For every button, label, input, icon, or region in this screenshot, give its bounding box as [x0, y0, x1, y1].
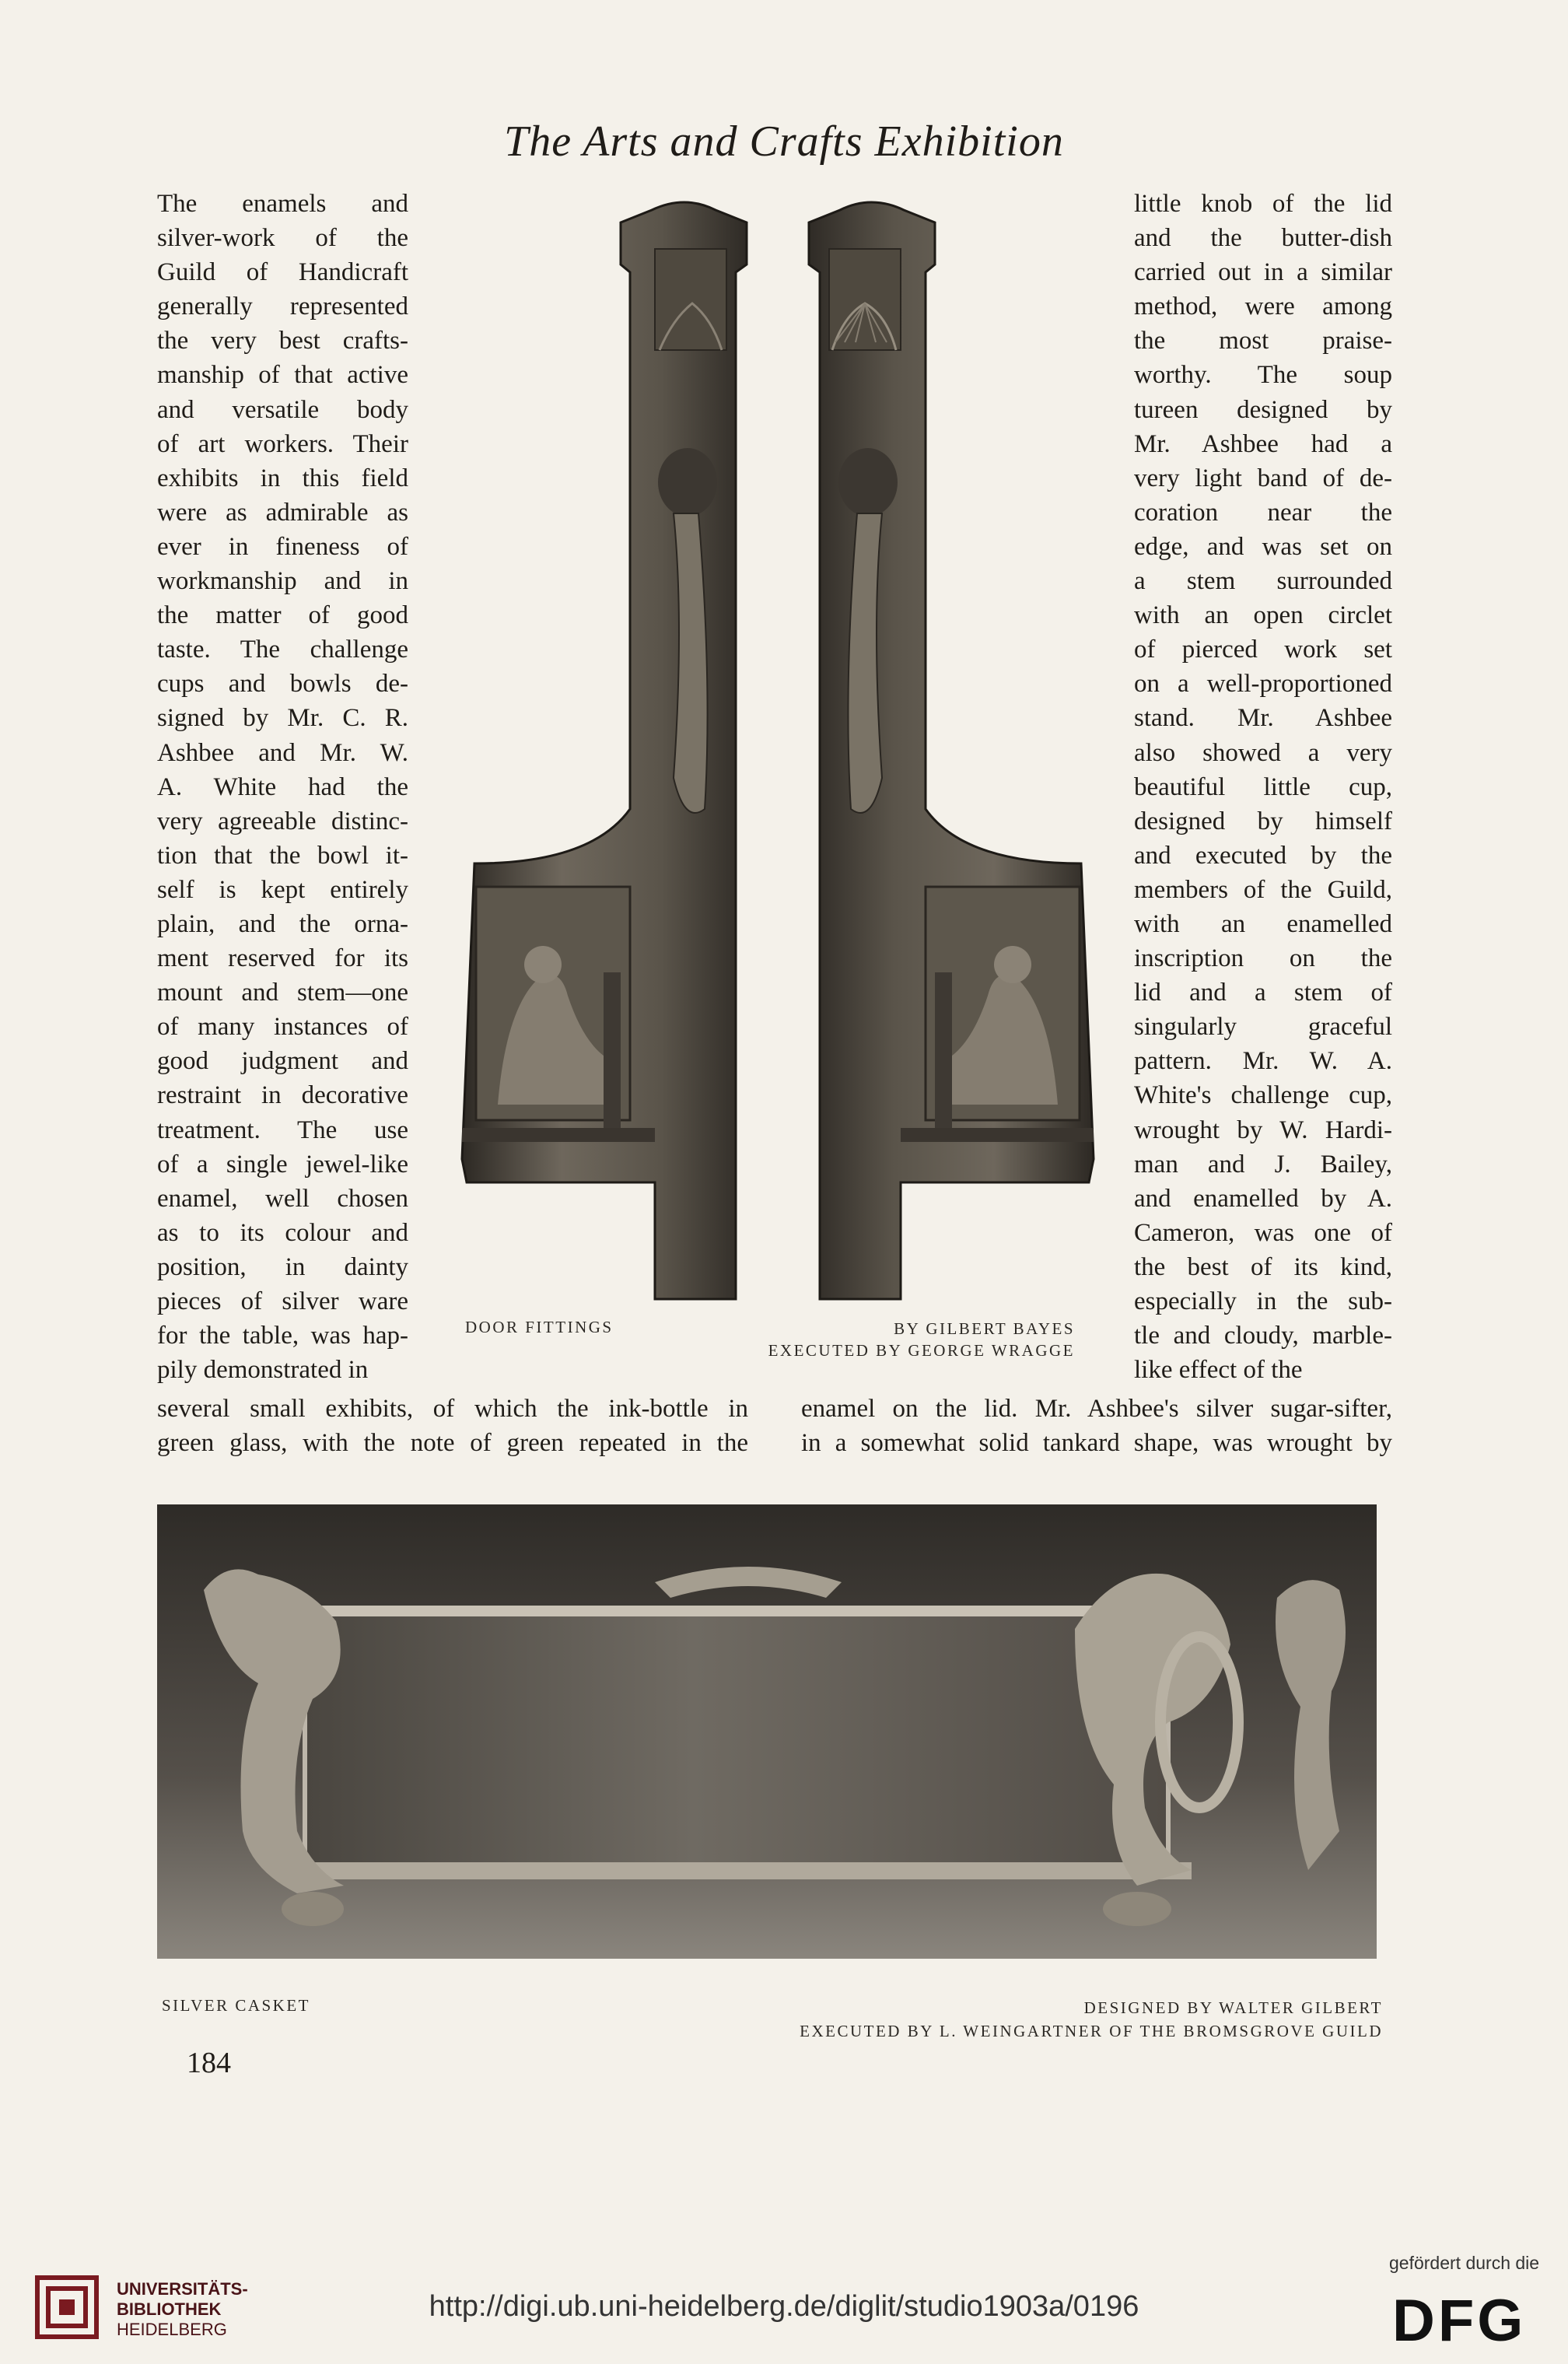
right-column-line: stand. Mr. Ashbee	[1134, 704, 1392, 733]
right-column-line: with an open circlet	[1134, 601, 1392, 630]
right-column-line: Mr. Ashbee had a	[1134, 429, 1392, 458]
right-column-line: of pierced work set	[1134, 636, 1392, 664]
left-column-line: position, in dainty	[157, 1252, 408, 1281]
right-column-line: like effect of the	[1134, 1356, 1303, 1385]
left-column-line: pieces of silver ware	[157, 1287, 408, 1315]
right-column-line: and executed by the	[1134, 841, 1392, 870]
page-number: 184	[187, 2047, 231, 2079]
silver-casket-image	[157, 1504, 1377, 1959]
left-column-line: mount and stem—one	[157, 979, 408, 1007]
left-column-line: of many instances of	[157, 1013, 408, 1042]
right-column-line: edge, and was set on	[1134, 532, 1392, 561]
left-column-line: taste. The challenge	[157, 636, 408, 664]
left-column-line: A. White had the	[157, 772, 408, 801]
full-width-left-text: several small exhibits, of which the ink-bottle in	[157, 1395, 748, 1423]
right-column-line: very light band of de-	[1134, 464, 1392, 492]
left-column-line: very agreeable distinc-	[157, 807, 408, 835]
left-column-line: as to its colour and	[157, 1218, 408, 1247]
full-width-row	[157, 1392, 1392, 1426]
door-fittings-image	[451, 187, 1104, 1307]
right-column-line: worthy. The soup	[1134, 361, 1392, 390]
left-column-line: good judgment and	[157, 1047, 408, 1076]
left-column-line: tion that the bowl it-	[157, 841, 408, 870]
right-column-line: and the butter-dish	[1134, 224, 1392, 253]
left-column-line: exhibits in this field	[157, 464, 408, 492]
source-url-link[interactable]: http://digi.ub.uni-heidelberg.de/diglit/studio1903a/0196	[429, 2290, 1139, 2323]
right-column-line: inscription on the	[1134, 944, 1392, 973]
running-head: The Arts and Crafts Exhibition	[504, 117, 1064, 166]
right-column-line: lid and a stem of	[1134, 979, 1392, 1007]
left-column-line: manship of that active	[157, 361, 408, 390]
right-column-line: Cameron, was one of	[1134, 1218, 1392, 1247]
casket-caption-executor: EXECUTED BY L. WEINGARTNER OF THE BROMSGROVE GUILD	[800, 2022, 1383, 2040]
right-column-line: pattern. Mr. W. A.	[1134, 1047, 1392, 1076]
left-column-line: signed by Mr. C. R.	[157, 704, 408, 733]
left-column-line: restraint in decorative	[157, 1081, 408, 1110]
door-caption-designer: BY GILBERT BAYES	[894, 1319, 1075, 1338]
left-column-line: self is kept entirely	[157, 875, 408, 904]
right-column-line: little knob of the lid	[1134, 190, 1392, 218]
right-column-line: man and J. Bailey,	[1134, 1150, 1392, 1178]
right-column-line: designed by himself	[1134, 807, 1392, 835]
left-column-line: enamel, well chosen	[157, 1184, 408, 1213]
casket-caption-credit	[661, 1996, 1383, 2043]
right-column-line: method, were among	[1134, 292, 1392, 321]
casket-caption-designer: DESIGNED BY WALTER GILBERT	[1083, 1998, 1383, 2017]
right-column-line: also showed a very	[1134, 738, 1392, 767]
left-column-line: workmanship and in	[157, 567, 408, 596]
right-column-line: tureen designed by	[1134, 395, 1392, 424]
right-column-line: and enamelled by A.	[1134, 1184, 1392, 1213]
left-column-line: of art workers. Their	[157, 429, 408, 458]
full-width-right-text: enamel on the lid. Mr. Ashbee's silver sugar-sifter,	[801, 1395, 1392, 1423]
left-column-line: and versatile body	[157, 395, 408, 424]
right-column-line: the most praise-	[1134, 327, 1392, 355]
right-column-line: singularly graceful	[1134, 1013, 1392, 1042]
full-width-right-text: in a somewhat solid tankard shape, was wrought by	[801, 1429, 1392, 1457]
right-column-line: especially in the sub-	[1134, 1287, 1392, 1315]
right-column	[1134, 187, 1392, 1387]
left-column-line: of a single jewel-like	[157, 1150, 408, 1178]
door-caption-executor: EXECUTED BY GEORGE WRAGGE	[768, 1341, 1075, 1360]
right-column-line: on a well-proportioned	[1134, 670, 1392, 699]
left-column-line: plain, and the orna-	[157, 909, 408, 938]
left-column-line: ever in fineness of	[157, 532, 408, 561]
full-width-left-text: green glass, with the note of green repeated in the	[157, 1429, 748, 1457]
right-column-line: coration near the	[1134, 498, 1392, 527]
right-column-line: members of the Guild,	[1134, 875, 1392, 904]
full-width-row	[157, 1426, 1392, 1460]
right-column-line: carried out in a similar	[1134, 258, 1392, 287]
right-column-line: a stem surrounded	[1134, 567, 1392, 596]
left-column-line: treatment. The use	[157, 1115, 408, 1144]
left-column-line: generally represented	[157, 292, 408, 321]
right-column-line: tle and cloudy, marble-	[1134, 1322, 1392, 1350]
left-column-line: the very best crafts-	[157, 327, 408, 355]
library-name-line2: BIBLIOTHEK	[117, 2299, 222, 2319]
left-column-line: the matter of good	[157, 601, 408, 630]
right-column-line: White's challenge cup,	[1134, 1081, 1392, 1110]
casket-caption-title: SILVER CASKET	[162, 1996, 310, 2015]
library-name-line1: UNIVERSITÄTS-	[117, 2279, 248, 2299]
right-column-line: wrought by W. Hardi-	[1134, 1115, 1392, 1144]
funding-note: gefördert durch die	[1389, 2253, 1540, 2273]
left-column-line: ment reserved for its	[157, 944, 408, 973]
right-column-line: with an enamelled	[1134, 909, 1392, 938]
full-width-text	[157, 1392, 1392, 1460]
dfg-logo: DFG	[1392, 2288, 1527, 2354]
left-column-line: Guild of Handicraft	[157, 258, 408, 287]
library-name-line3: HEIDELBERG	[117, 2320, 227, 2339]
left-column-line: cups and bowls de-	[157, 670, 408, 699]
left-column-line: The enamels and	[157, 190, 408, 218]
right-column-line: the best of its kind,	[1134, 1252, 1392, 1281]
left-column	[157, 187, 408, 1387]
left-column-line: for the table, was hap-	[157, 1322, 408, 1350]
left-column-line: Ashbee and Mr. W.	[157, 738, 408, 767]
left-column-line: pily demonstrated in	[157, 1356, 369, 1385]
door-caption-title: DOOR FITTINGS	[465, 1318, 614, 1336]
door-caption-credit	[739, 1318, 1075, 1361]
left-column-line: were as admirable as	[157, 498, 408, 527]
right-column-line: beautiful little cup,	[1134, 772, 1392, 801]
left-column-line: silver-work of the	[157, 224, 408, 253]
